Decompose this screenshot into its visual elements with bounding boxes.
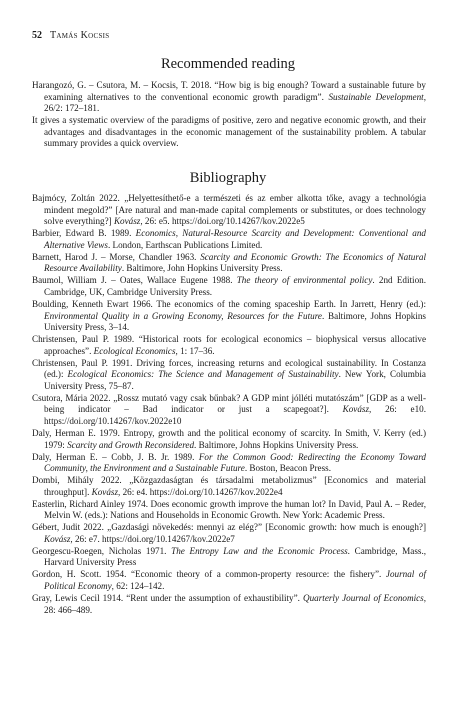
bibliography-entry [32, 334, 426, 357]
reference-text: , 26: e7. https://doi.org/10.14267/kov.2022e7 [70, 533, 235, 544]
reference-title: Economics, Natural-Resource Scarcity and Development: Conventional and Alternative Views [44, 228, 426, 250]
reference-text: Csutora, Mária 2022. „Rossz mutató vagy csak bűnbak? A GDP mint jólléti mutatószám” [GDP as a well-being indicator – Bad indicator or just a scapegoat?]. [32, 392, 426, 415]
reference-text: . Baltimore, Johns Hopkins University Press, 3–14. [44, 310, 426, 333]
bibliography-entry [32, 358, 426, 393]
bibliography-entry [32, 475, 426, 498]
bibliography-entry [32, 522, 426, 545]
reference-title: Environmental Quality in a Growing Economy, Resources for the Future [44, 310, 322, 321]
reference-text: Georgescu-Roegen, Nicholas 1971. [32, 545, 172, 556]
reading-entry [32, 115, 426, 150]
bibliography-entry [32, 193, 426, 228]
reference-text: . Baltimore, John Hopkins University Press. [121, 263, 283, 274]
bibliography-entry [32, 499, 426, 522]
reference-text: It gives a systematic overview of the paradigms of positive, zero and negative economic growth, and their advantages and disadvantages in the economic management of the sustainability problem. A tabular summary provides a quick overview. [32, 115, 426, 149]
reference-title: Kovász [91, 486, 119, 497]
reference-text: Bajmócy, Zoltán 2022. „Helyettesíthető-e a természeti és az ember alkotta tőke, avagy a technológia mindent megold?” [Are natural and man-made capital complements or substitutes, or does technology solve everything?] [32, 193, 426, 227]
reference-text: , 28: 466–489. [44, 593, 427, 615]
reference-title: Kovász [44, 533, 71, 544]
reference-text: . New York, Columbia University Press, 75–87. [44, 369, 426, 391]
bibliography-entry [32, 452, 426, 475]
reference-text: Daly, Herman E. 1979. Entropy, growth and the political economy of scarcity. In Smith, V. Kerry (ed.) 1979: [32, 428, 426, 450]
recommended-reading-list [32, 80, 426, 150]
recommended-reading-heading: Recommended reading [160, 56, 296, 72]
reference-text: , 1: 17–36. [175, 345, 215, 356]
reference-title: Ecological Economics: The Science and Management of Sustainability [67, 369, 339, 380]
reference-text: Harangozó, G. – Csutora, M. – Kocsis, T. 2018. “How big is big enough? Toward a sustainable future by examining alternatives to the conventional economic growth paradigm”. [32, 80, 426, 102]
reference-title: Sustainable Development [328, 91, 424, 102]
reference-title: Scarcity and Economic Growth: The Economics of Natural Resource Availability [44, 251, 426, 274]
reference-title: The Entropy Law and the Economic Process [171, 545, 348, 556]
bibliography-entry [32, 546, 426, 569]
reference-title: Kovász [113, 216, 141, 227]
reference-title: For the Common Good: Redirecting the Economy Toward Community, the Environment and a Sustainable Future [44, 451, 426, 474]
reference-text: . Cambridge, Mass., Harvard University Press [44, 545, 427, 568]
reference-text: , 62: 124–142. [111, 581, 165, 592]
reference-text: , 26: e5. https://doi.org/10.14267/kov.2022e5 [140, 216, 305, 227]
reference-text: Easterlin, Richard Ainley 1974. Does economic growth improve the human lot? In David, Paul A. – Reder, Melvin W. (eds.): Nations and Households in Economic Growth. New York: Academic Press. [32, 498, 426, 521]
reference-text: , 26/2: 172–181. [44, 91, 426, 114]
bibliography-entry [32, 252, 426, 275]
bibliography-entry [32, 299, 426, 334]
reference-text: Gordon, H. Scott. 1954. “Economic theory of a common-property resource: the fishery”. [32, 569, 386, 580]
reference-text: . 2nd Edition. Cambridge, UK, Cambridge University Press. [44, 275, 426, 297]
reference-text: Baumol, William J. – Oates, Wallace Eugene 1988. [32, 275, 237, 286]
reference-text: Barnett, Harod J. – Morse, Chandler 1963. [32, 251, 201, 262]
reference-title: Journal of Political Economy [44, 569, 426, 592]
bibliography-list [32, 193, 426, 617]
reference-title: Scarcity and Growth Reconsidered [67, 439, 195, 450]
bibliography-entry [32, 228, 426, 251]
page-number: 52 [32, 30, 42, 41]
bibliography-heading: Bibliography [189, 170, 267, 186]
reference-text: , 26: e10. https://doi.org/10.14267/kov.2022e10 [44, 404, 427, 427]
reference-text: Barbier, Edward B. 1989. [32, 228, 136, 239]
reference-title: Kovász [342, 404, 370, 415]
reference-text: Gébert, Judit 2022. „Gazdasági növekedés: mennyi az elég?” [Economic growth: how much is enough?] [32, 522, 426, 533]
reference-text: Gray, Lewis Cecil 1914. “Rent under the assumption of exhaustibility”. [32, 593, 304, 604]
reference-text: Daly, Herman E. – Cobb, J. B. Jr. 1989. [32, 451, 199, 462]
running-head [32, 30, 110, 41]
reference-text: . London, Earthscan Publications Limited. [107, 239, 263, 250]
reference-text: , 26: e4. https://doi.org/10.14267/kov.2022e4 [118, 486, 283, 497]
reference-text: Christensen, Paul P. 1989. “Historical roots for ecological economics – biophysical versus allocative approaches”. [32, 334, 426, 356]
reference-title: Ecological Economics [93, 345, 176, 356]
reference-text: Christensen, Paul P. 1991. Driving forces, increasing returns and ecological sustainability. In Costanza (ed.): [32, 357, 426, 380]
reference-title: Quarterly Journal of Economics [303, 593, 424, 604]
reference-text: Dombi, Mihály 2022. „Közgazdaságtan és társadalmi metabolizmus” [Economics and material throughput]. [32, 475, 426, 497]
reference-text: . Boston, Beacon Press. [244, 463, 331, 474]
bibliography-entry [32, 393, 426, 428]
bibliography-entry [32, 275, 426, 298]
running-head-author: Tamás Kocsis [50, 30, 110, 41]
reference-title: The theory of environmental policy [236, 275, 373, 286]
reference-text: Boulding, Kenneth Ewart 1966. The economics of the coming spaceship Earth. In Jarrett, Henry (ed.): [32, 298, 426, 309]
bibliography-entry [32, 569, 426, 592]
reference-text: . Baltimore, Johns Hopkins University Press. [194, 439, 359, 450]
reading-entry [32, 80, 426, 115]
bibliography-entry [32, 593, 426, 616]
bibliography-entry [32, 428, 426, 451]
